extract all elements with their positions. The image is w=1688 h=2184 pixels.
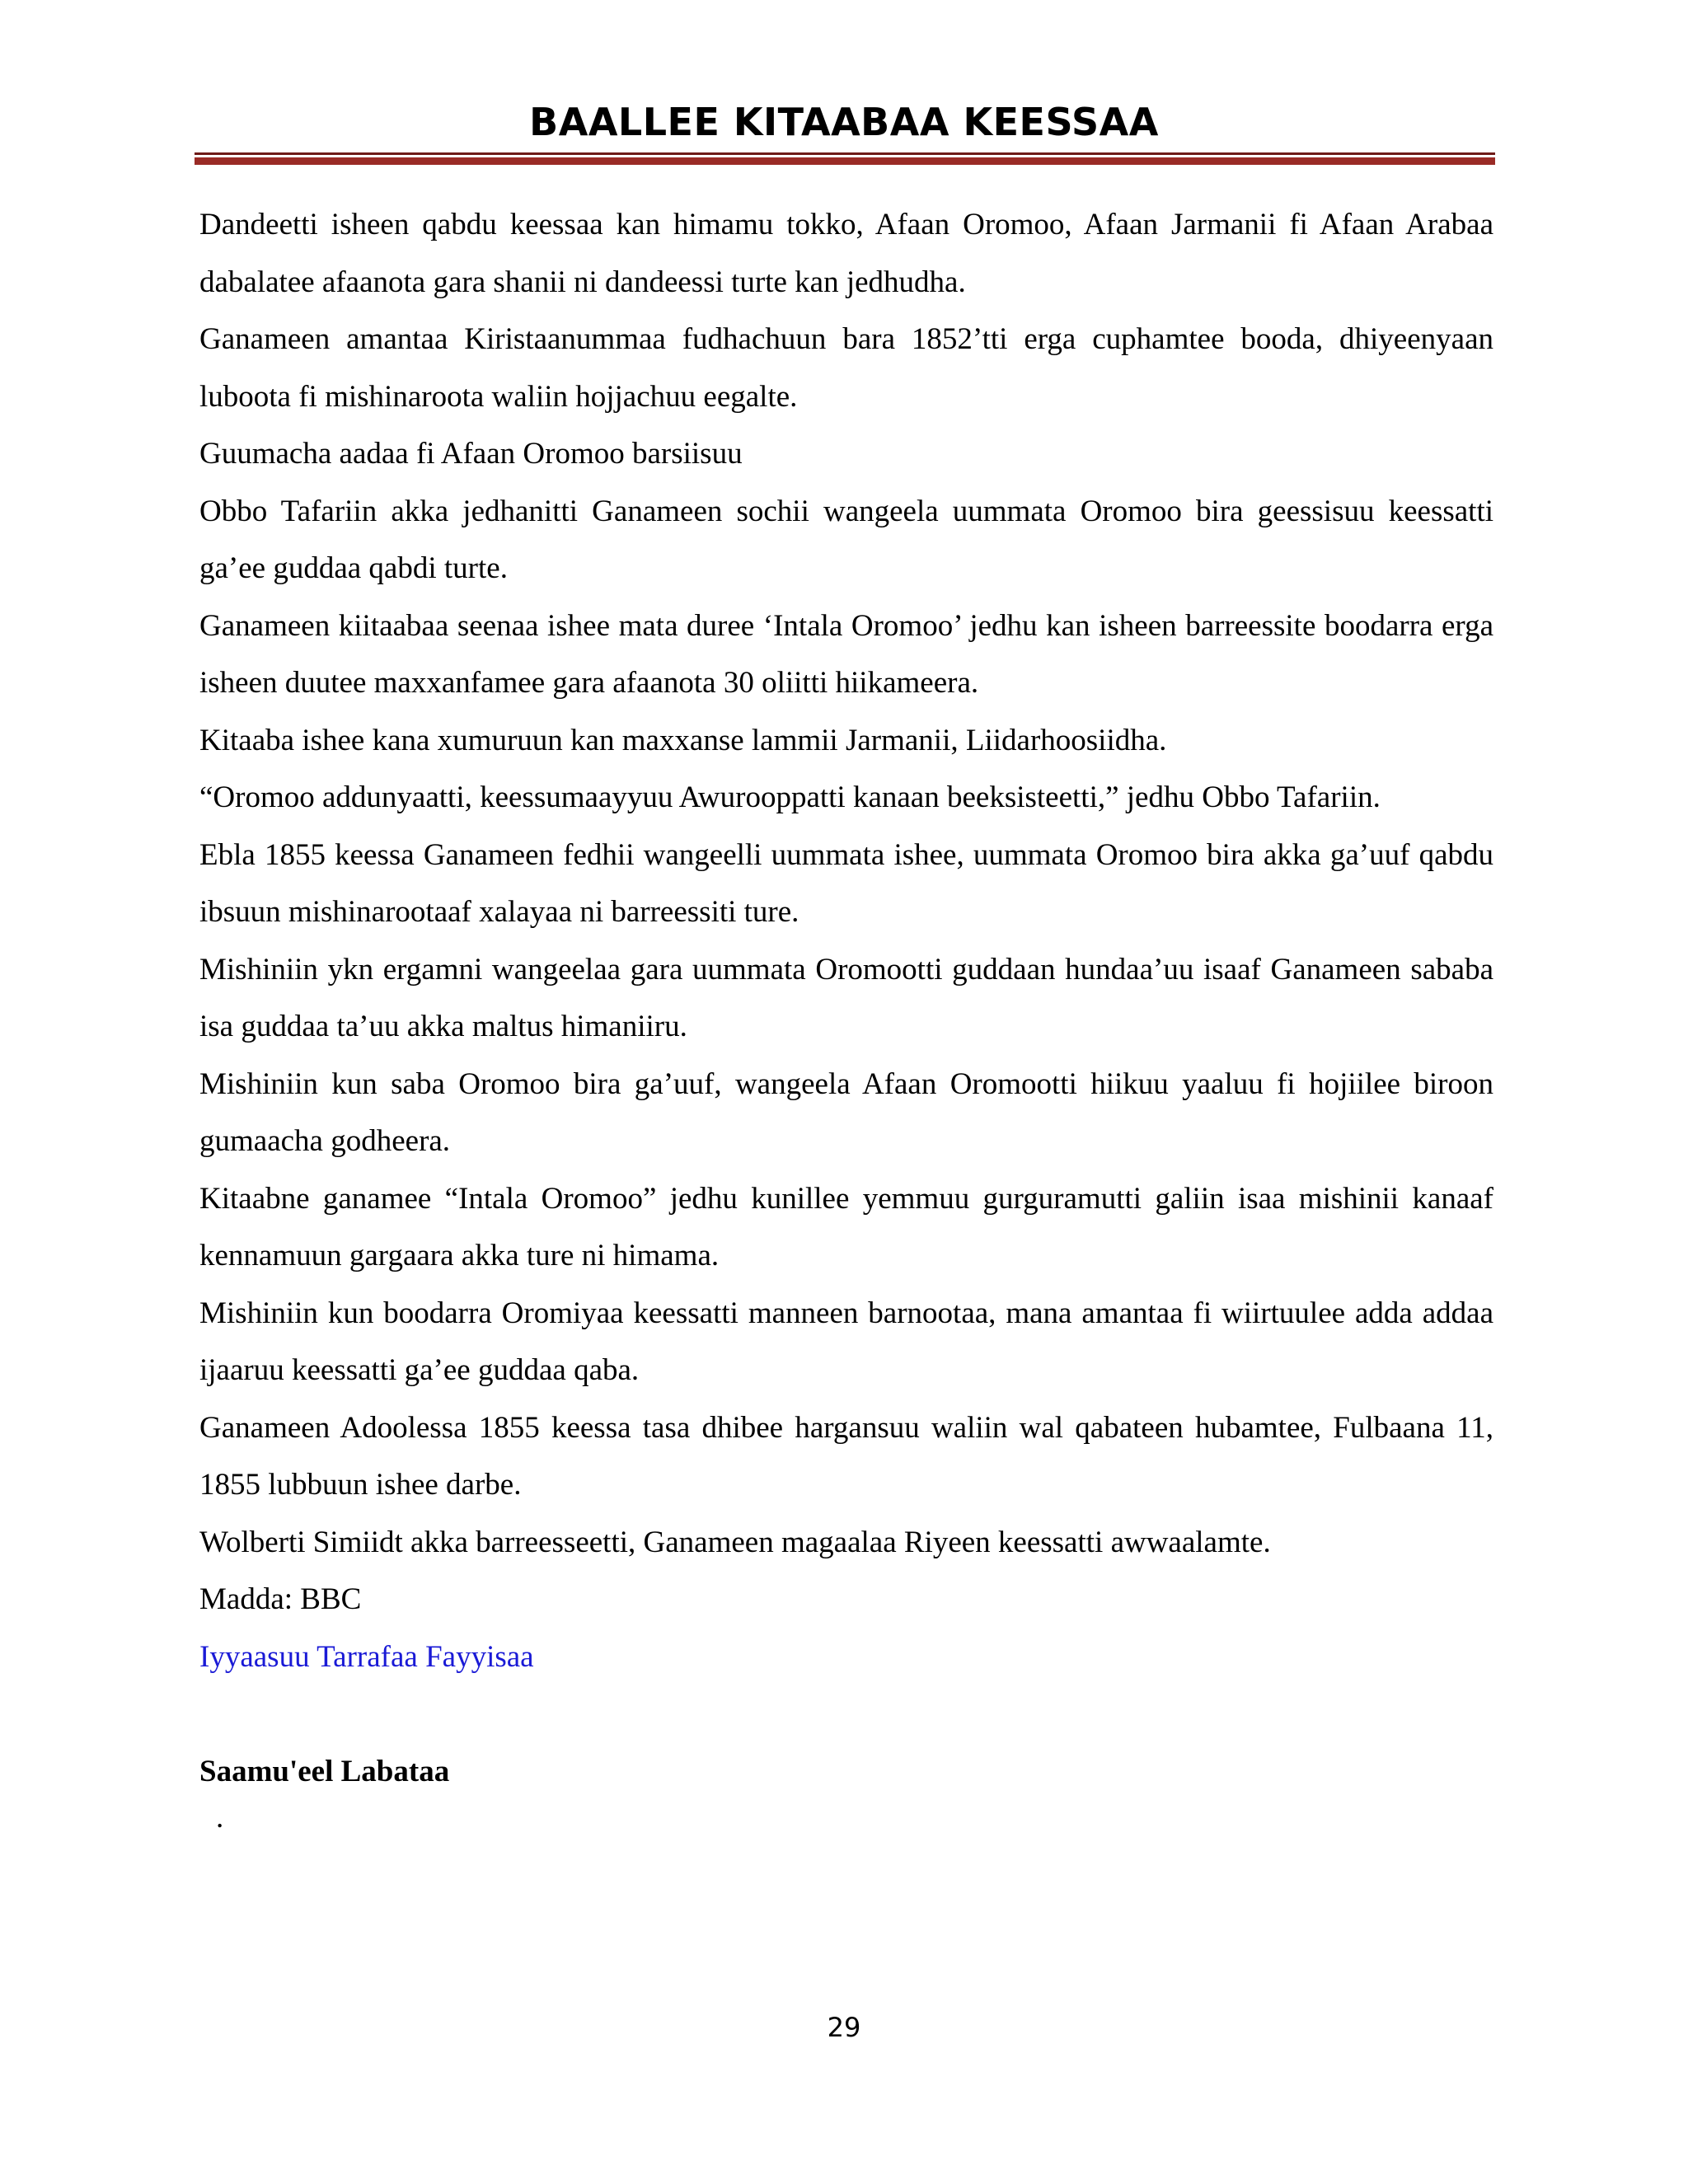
page-header-title: BAALLEE KITAABAA KEESSAA	[529, 100, 1159, 144]
paragraph: Ganameen amantaa Kiristaanummaa fudhachuun bara 1852’tti erga cuphamtee booda, dhiyeenyaan luboota fi mishinaroota waliin hojjachuu eegalte.	[199, 322, 1493, 414]
paragraph: Mishiniin ykn ergamni wangeelaa gara uummata Oromootti guddaan hundaa’uu isaaf Ganameen sababa isa guddaa ta’uu akka maltus himaniiru.	[199, 952, 1493, 1043]
paragraph: Mishiniin kun boodarra Oromiyaa keessatti manneen barnootaa, mana amantaa fi wiirtuulee adda addaa ijaaruu keessatti ga’ee guddaa qaba.	[199, 1296, 1493, 1387]
header-rule-thick	[195, 157, 1495, 165]
author-name: Saamu'eel Labataa	[199, 1755, 450, 1788]
paragraph: Mishiniin kun saba Oromoo bira ga’uuf, wangeela Afaan Oromootti hiikuu yaaluu fi hojiilee biroon gumaacha godheera.	[199, 1066, 1493, 1158]
article-body	[199, 196, 1493, 1685]
section-heading: Guumacha aadaa fi Afaan Oromoo barsiisuu	[199, 437, 743, 471]
paragraph: Dandeetti isheen qabdu keessaa kan himamu tokko, Afaan Oromoo, Afaan Jarmanii fi Afaan Arabaa dabalatee afaanota gara shanii ni dandeessi turte kan jedhudha.	[199, 208, 1493, 299]
paragraph: Ebla 1855 keessa Ganameen fedhii wangeelli uummata ishee, uummata Oromoo bira akka ga’uuf qabdu ibsuun mishinarootaaf xalayaa ni barreessiti ture.	[199, 837, 1493, 929]
stray-dot: .	[216, 1801, 224, 1835]
header-rule-thin	[195, 152, 1495, 155]
paragraph: Obbo Tafariin akka jedhanitti Ganameen sochii wangeela uummata Oromoo bira geessisuu keessatti ga’ee guddaa qabdi turte.	[199, 494, 1493, 585]
paragraph: Kitaabne ganamee “Intala Oromoo” jedhu kunillee yemmuu gurguramutti galiin isaa mishinii kanaaf kennamuun gargaara akka ture ni himama.	[199, 1181, 1493, 1272]
paragraph: Wolberti Simiidt akka barreesseetti, Ganameen magaalaa Riyeen keessatti awwaalamte.	[199, 1525, 1271, 1559]
page-number: 29	[827, 2012, 861, 2043]
quote-paragraph: “Oromoo addunyaatti, keessumaayyuu Awurooppatti kanaan beeksisteetti,” jedhu Obbo Tafariin.	[199, 780, 1381, 814]
paragraph: Ganameen kiitaabaa seenaa ishee mata duree ‘Intala Oromoo’ jedhu kan isheen barreessite boodarra erga isheen duutee maxxanfamee gara afaanota 30 oliitti hiikameera.	[199, 608, 1493, 700]
paragraph: Ganameen Adoolessa 1855 keessa tasa dhibee hargansuu waliin wal qabateen hubamtee, Fulbaana 11, 1855 lubbuun ishee darbe.	[199, 1410, 1493, 1502]
paragraph: Kitaaba ishee kana xumuruun kan maxxanse lammii Jarmanii, Liidarhoosiidha.	[199, 723, 1167, 757]
author-link[interactable]: Iyyaasuu Tarrafaa Fayyisaa	[199, 1639, 534, 1674]
source-line: Madda: BBC	[199, 1582, 362, 1616]
